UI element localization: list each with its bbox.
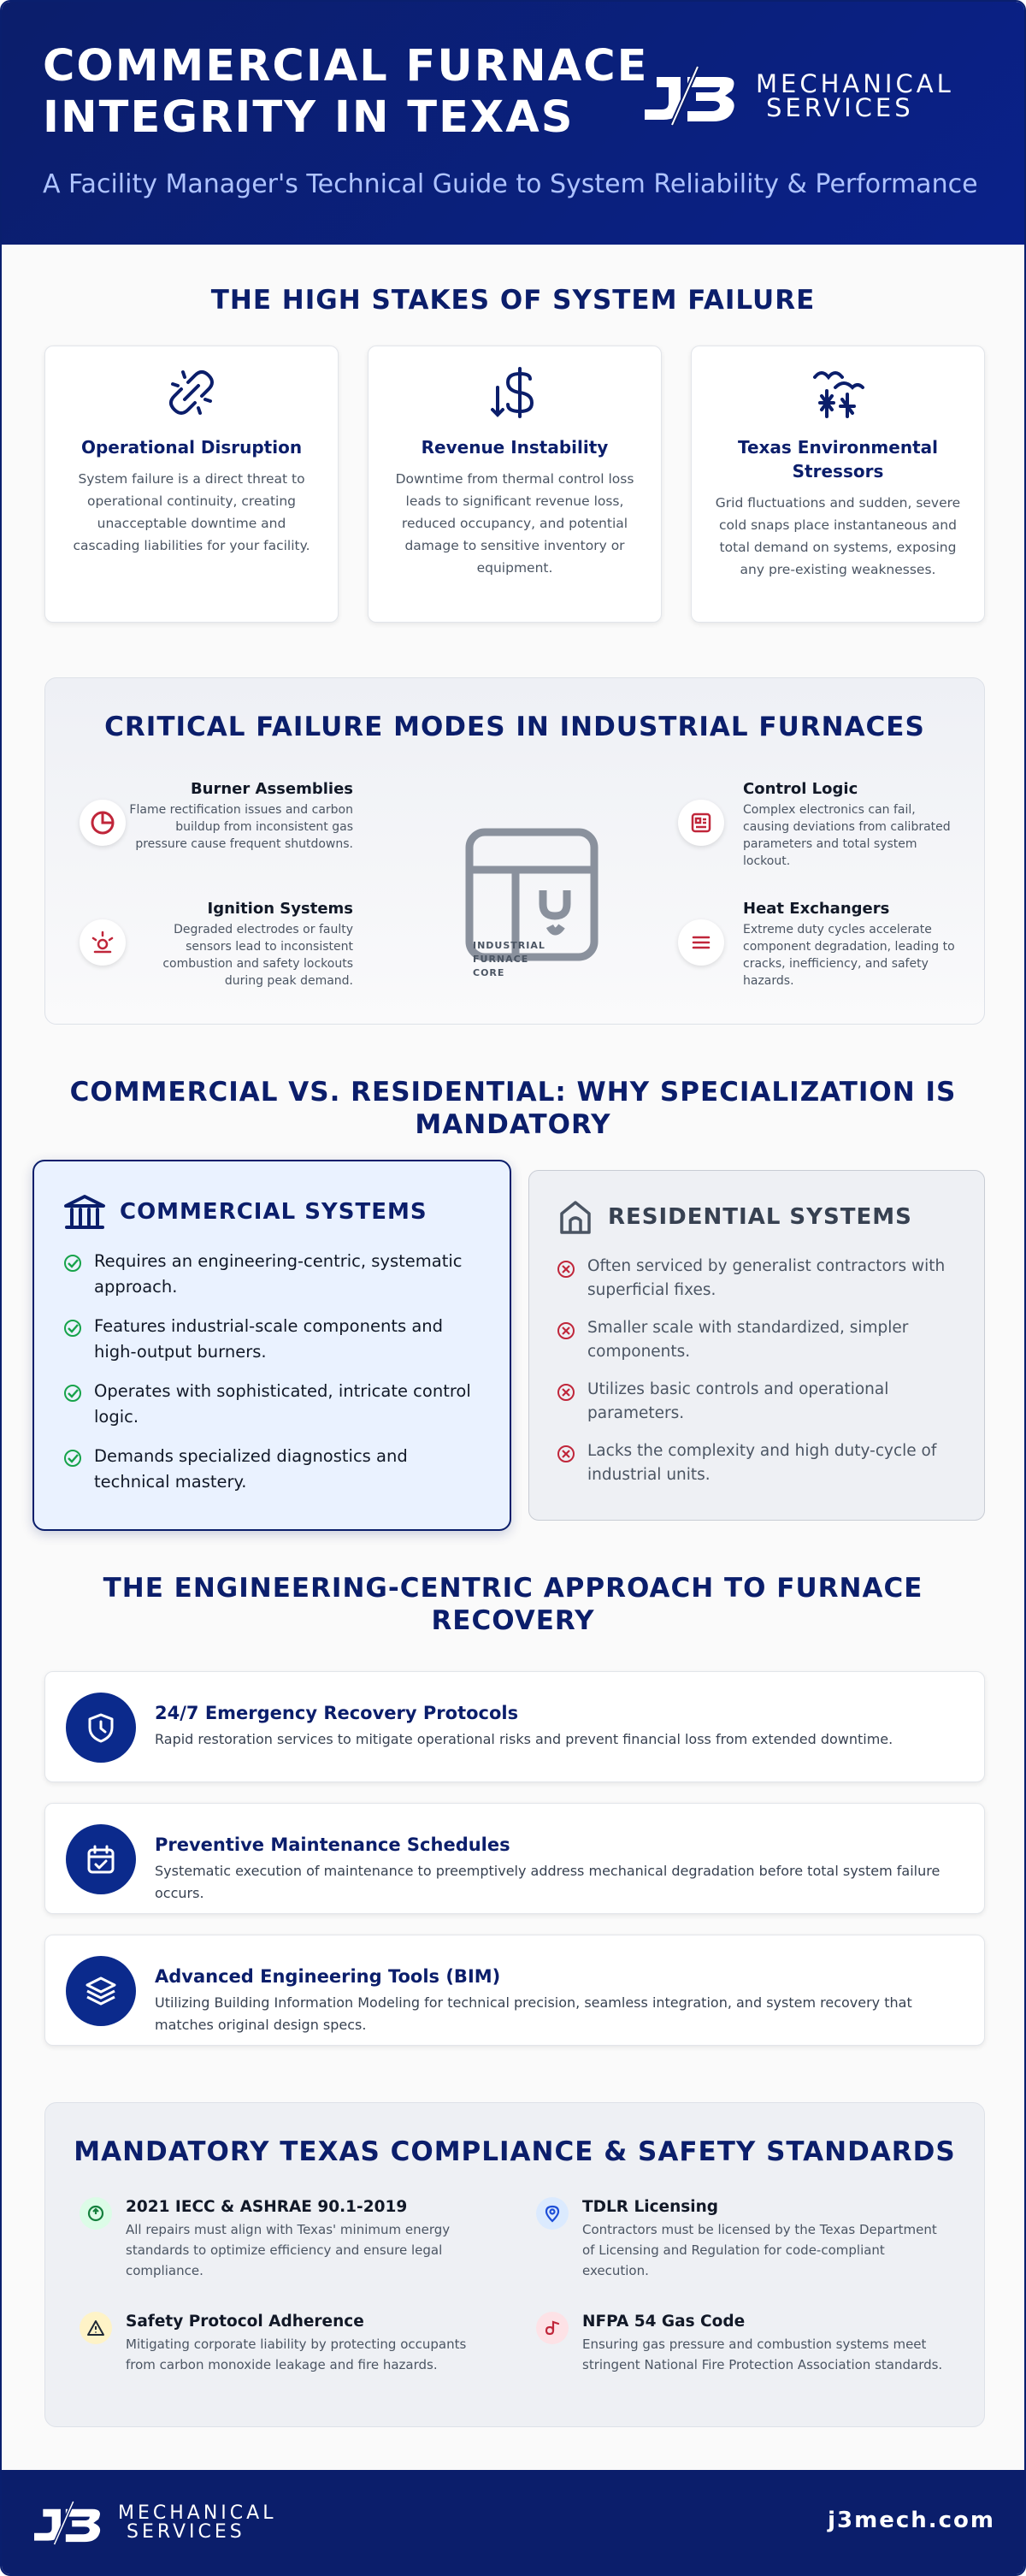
compliance-item: [80, 2312, 473, 2375]
approach-card: [44, 1671, 985, 1782]
approach-card-text: Utilizing Building Information Modeling for technical precision, seamless integration, and system recovery that matches original design specs.: [155, 1994, 912, 2033]
failure-mode-item: [743, 899, 957, 990]
commercial-title: COMMERCIAL SYSTEMS: [120, 1199, 428, 1225]
stakes-cards: [44, 346, 985, 623]
check-circle-icon: [63, 1384, 82, 1403]
list-item-text: Operates with sophisticated, intricate control logic.: [94, 1381, 471, 1427]
logo-line-2: SERVICES: [766, 93, 914, 122]
compliance-item-title: TDLR Licensing: [582, 2198, 719, 2216]
approach-card-title: 24/7 Emergency Recovery Protocols: [155, 1703, 519, 1723]
compliance-item-text: Ensuring gas pressure and combustion systems meet stringent National Fire Protection Association standards.: [582, 2337, 943, 2372]
failure-mode-title: Ignition Systems: [207, 900, 353, 918]
page-title: COMMERCIAL FURNACE INTEGRITY IN TEXAS: [43, 41, 649, 143]
failure-mode-text: Degraded electrodes or faulty sensors lead to inconsistent combustion and safety lockouts during peak demand.: [162, 923, 353, 988]
stakes-card-title: Operational Disruption: [80, 437, 303, 458]
compliance-item-text: All repairs must align with Texas' minimum energy standards to optimize efficiency and ensure legal compliance.: [126, 2222, 451, 2278]
compliance-item-text: Mitigating corporate liability by protecting occupants from carbon monoxide leakage and fire hazards.: [126, 2337, 467, 2372]
stakes-card-title: Texas Environmental Stressors: [737, 437, 938, 482]
core-label-line: CORE: [473, 967, 505, 978]
footer-logo: [27, 2496, 292, 2550]
approach-card: [44, 1935, 985, 2046]
failure-modes-panel: [44, 677, 985, 1025]
approach-card-title: Preventive Maintenance Schedules: [155, 1835, 510, 1855]
compliance-item-title: NFPA 54 Gas Code: [582, 2313, 746, 2331]
stakes-card-title: Revenue Instability: [421, 437, 609, 458]
efficiency-icon: [80, 2197, 112, 2230]
stakes-card-text: System failure is a direct threat to operational continuity, creating unacceptable downtime and cascading liabilities for your facility.: [73, 471, 310, 553]
building-columns-icon: [63, 1194, 106, 1230]
approach-title: THE ENGINEERING-CENTRIC APPROACH TO FURNACE RECOVERY: [103, 1573, 923, 1636]
compliance-item-text: Contractors must be licensed by the Texas Department of Licensing and Regulation for code-compliant execution.: [582, 2222, 937, 2278]
failure-mode-item: [129, 899, 353, 990]
menu-lines-icon: [678, 919, 724, 966]
spark-icon: [80, 919, 126, 966]
failure-mode-text: Flame rectification issues and carbon buildup from inconsistent gas pressure cause frequent shutdowns.: [129, 803, 353, 851]
list-item: [557, 1439, 957, 1487]
list-item: [63, 1444, 481, 1495]
comparison-title: COMMERCIAL VS. RESIDENTIAL: WHY SPECIALIZATION IS MANDATORY: [69, 1077, 957, 1140]
stakes-card-text: Downtime from thermal control loss leads to significant revenue loss, reduced occupancy, and potential damage to sensitive inventory or equipment.: [395, 471, 634, 576]
location-pin-icon: [536, 2197, 569, 2230]
failure-mode-title: Burner Assemblies: [190, 780, 353, 798]
j3-logo: [638, 63, 980, 128]
list-item: [557, 1378, 957, 1426]
logo-wordmark: [118, 2504, 276, 2542]
page-subtitle: A Facility Manager's Technical Guide to System Reliability & Performance: [43, 169, 978, 199]
failure-mode-text: Extreme duty cycles accelerate component degradation, leading to cracks, inefficiency, and safety hazards.: [743, 923, 955, 988]
furnace-core-label: [473, 939, 545, 980]
core-label-line: FURNACE: [473, 954, 529, 965]
compliance-item-title: Safety Protocol Adherence: [126, 2313, 364, 2331]
logo-line-1: MECHANICAL: [756, 69, 954, 98]
residential-title: RESIDENTIAL SYSTEMS: [608, 1204, 912, 1230]
logo-line-2: SERVICES: [127, 2521, 245, 2543]
list-item: [557, 1255, 957, 1303]
stakes-card-text: Grid fluctuations and sudden, severe cold snaps place instantaneous and total demand on systems, exposing any pre-existing weaknesses.: [715, 495, 961, 577]
compliance-item: [536, 2197, 946, 2281]
stakes-card: [44, 346, 339, 623]
x-circle-icon: [557, 1445, 575, 1463]
compliance-item: [536, 2312, 946, 2375]
failure-mode-item: [743, 779, 957, 870]
list-item-text: Utilizes basic controls and operational parameters.: [587, 1380, 889, 1422]
stakes-title: THE HIGH STAKES OF SYSTEM FAILURE: [210, 285, 816, 316]
list-item-text: Features industrial-scale components and high-output burners.: [94, 1316, 444, 1362]
failure-mode-title: Control Logic: [743, 780, 858, 798]
commercial-list: [63, 1249, 481, 1495]
check-circle-icon: [63, 1449, 82, 1468]
core-label-line: INDUSTRIAL: [473, 940, 545, 951]
control-panel-icon: [678, 800, 724, 846]
shield-icon: [66, 1693, 136, 1763]
failure-mode-title: Heat Exchangers: [743, 900, 890, 918]
list-item-text: Often serviced by generalist contractors with superficial fixes.: [587, 1257, 946, 1299]
compliance-title: MANDATORY TEXAS COMPLIANCE & SAFETY STANDARDS: [74, 2136, 956, 2167]
list-item: [63, 1249, 481, 1300]
check-circle-icon: [63, 1254, 82, 1273]
header: [2, 2, 1024, 245]
list-item-text: Requires an engineering-centric, systematic approach.: [94, 1251, 463, 1297]
approach-card-title: Advanced Engineering Tools (BIM): [155, 1966, 501, 1987]
residential-list: [557, 1255, 957, 1487]
footer: [2, 2470, 1024, 2576]
compliance-item: [80, 2197, 473, 2281]
stakes-card: [691, 346, 985, 623]
list-item: [63, 1314, 481, 1365]
approach-card-text: Rapid restoration services to mitigate operational risks and prevent financial loss from extended downtime.: [155, 1731, 893, 1747]
gas-icon: [536, 2312, 569, 2344]
residential-systems-panel: [528, 1170, 985, 1521]
warning-icon: [80, 2312, 112, 2344]
j3-logo-mark: [27, 2499, 113, 2547]
compliance-panel: [44, 2102, 985, 2427]
j3-logo-mark: [638, 63, 749, 128]
x-circle-icon: [557, 1321, 575, 1340]
layers-icon: [66, 1956, 136, 2026]
approach-card: [44, 1803, 985, 1914]
approach-card-text: Systematic execution of maintenance to preemptively address mechanical degradation before total system failure occurs.: [155, 1863, 940, 1901]
list-item-text: Demands specialized diagnostics and technical mastery.: [94, 1446, 408, 1492]
list-item-text: Lacks the complexity and high duty-cycle of industrial units.: [587, 1442, 937, 1484]
website-link[interactable]: j3mech.com: [828, 2508, 995, 2533]
check-circle-icon: [63, 1319, 82, 1338]
stakes-card: [368, 346, 662, 623]
failure-mode-text: Complex electronics can fail, causing deviations from calibrated parameters and total system lockout.: [743, 803, 951, 868]
failure-modes-title: CRITICAL FAILURE MODES IN INDUSTRIAL FURNACES: [104, 712, 925, 742]
commercial-systems-panel: [32, 1160, 511, 1531]
x-circle-icon: [557, 1260, 575, 1279]
list-item-text: Smaller scale with standardized, simpler components.: [587, 1319, 909, 1361]
pie-chart-icon: [80, 800, 126, 846]
compliance-item-title: 2021 IECC & ASHRAE 90.1-2019: [126, 2198, 408, 2216]
dollar-icon: [489, 365, 540, 420]
logo-wordmark: [756, 69, 954, 122]
x-circle-icon: [557, 1383, 575, 1402]
list-item: [557, 1316, 957, 1364]
broken-link-icon: [166, 367, 217, 418]
logo-line-1: MECHANICAL: [118, 2502, 277, 2524]
weather-stress-icon: [810, 365, 866, 420]
house-icon: [557, 1198, 594, 1236]
failure-mode-item: [129, 779, 353, 853]
list-item: [63, 1379, 481, 1430]
calendar-check-icon: [66, 1824, 136, 1894]
